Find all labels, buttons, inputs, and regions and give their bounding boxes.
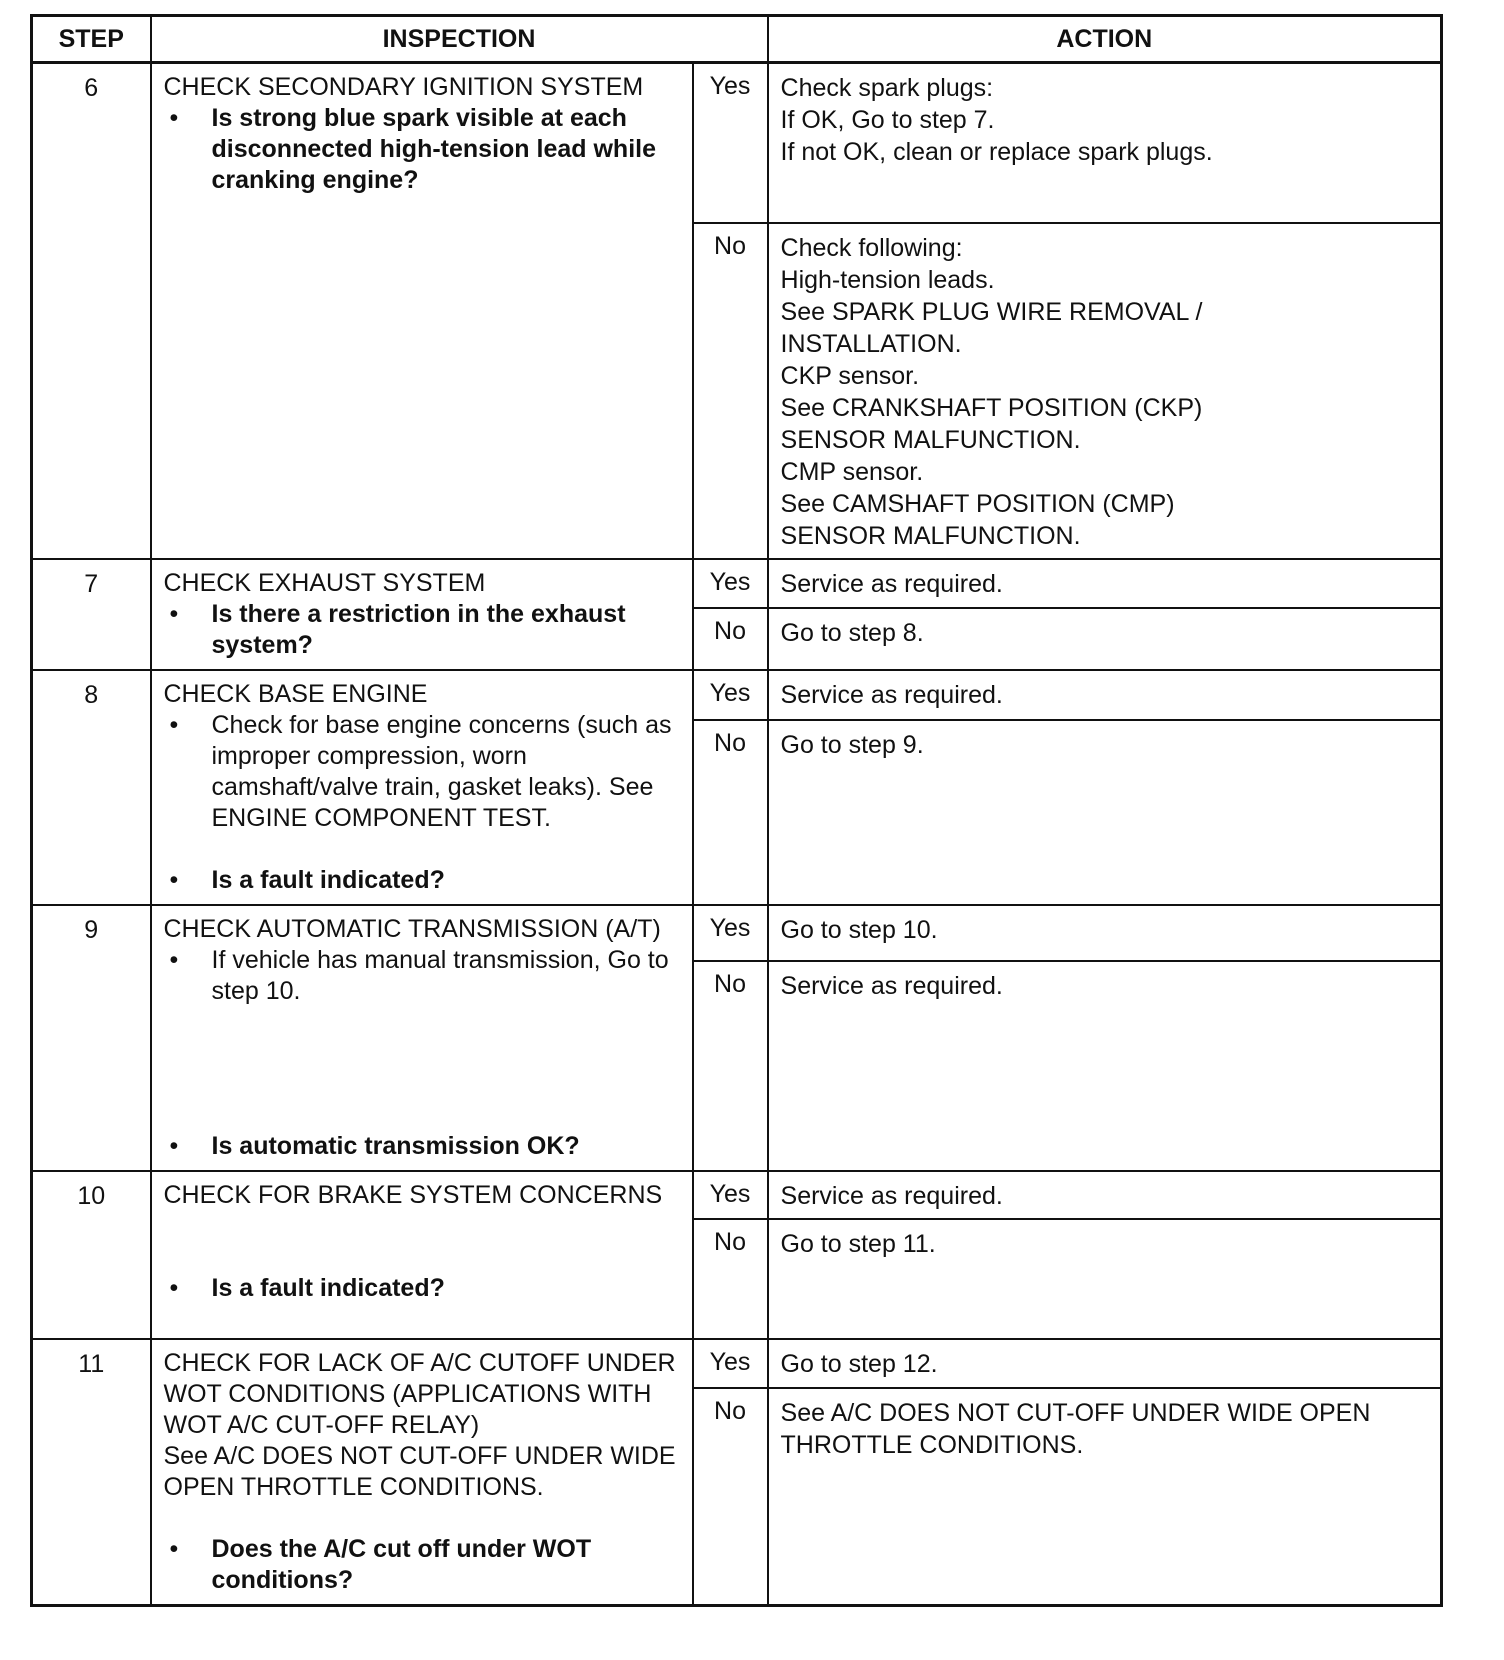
no-action: Service as required. xyxy=(768,961,1442,1171)
no-label: No xyxy=(693,1388,768,1605)
header-step: STEP xyxy=(32,16,151,63)
no-label: No xyxy=(693,1219,768,1339)
inspection-instruction: Check for base engine concerns (such as improper compression, worn camshaft/valve train, gasket leaks). See ENGINE COMPONENT TEST. xyxy=(211,711,672,832)
yes-action xyxy=(768,63,1442,224)
bullet-icon: • xyxy=(169,104,179,132)
no-label: No xyxy=(693,720,768,905)
inspection-cell xyxy=(151,670,693,905)
diagnostic-table xyxy=(30,14,1443,1607)
step-number: 11 xyxy=(32,1339,151,1606)
no-label: No xyxy=(693,223,768,559)
instruction-bullet xyxy=(164,945,682,1007)
action-line: See CAMSHAFT POSITION (CMP) xyxy=(780,490,1175,518)
yes-label: Yes xyxy=(693,1171,768,1219)
inspection-cell xyxy=(151,1339,693,1606)
no-action: Go to step 8. xyxy=(768,608,1442,670)
bullet-icon: • xyxy=(169,600,179,628)
action-line: CKP sensor. xyxy=(780,362,920,390)
step-number: 6 xyxy=(32,63,151,560)
bullet-icon: • xyxy=(169,946,179,974)
action-line: CMP sensor. xyxy=(780,458,924,486)
spacer xyxy=(164,1503,682,1534)
no-action: See A/C DOES NOT CUT-OFF UNDER WIDE OPEN THROTTLE CONDITIONS. xyxy=(768,1388,1442,1605)
question-bullet xyxy=(164,1273,682,1304)
yes-label: Yes xyxy=(693,559,768,608)
action-line: Check spark plugs: xyxy=(780,74,994,102)
spacer xyxy=(164,1211,682,1273)
action-line: See SPARK PLUG WIRE REMOVAL / xyxy=(780,298,1203,326)
yes-label: Yes xyxy=(693,670,768,720)
inspection-instruction: If vehicle has manual transmission, Go to step 10. xyxy=(211,946,669,1005)
inspection-cell xyxy=(151,905,693,1171)
question-bullet xyxy=(164,1534,682,1596)
yes-label: Yes xyxy=(693,1339,768,1388)
action-line: If OK, Go to step 7. xyxy=(780,106,995,134)
yes-action: Service as required. xyxy=(768,670,1442,720)
yes-label: Yes xyxy=(693,63,768,224)
step-number: 9 xyxy=(32,905,151,1171)
bullet-icon: • xyxy=(169,1132,179,1160)
action-line: SENSOR MALFUNCTION. xyxy=(780,522,1081,550)
step-number: 8 xyxy=(32,670,151,905)
inspection-see-reference: See A/C DOES NOT CUT-OFF UNDER WIDE OPEN THROTTLE CONDITIONS. xyxy=(163,1442,676,1501)
inspection-title: CHECK AUTOMATIC TRANSMISSION (A/T) xyxy=(163,915,661,943)
bullet-icon: • xyxy=(169,1274,179,1302)
question-bullet xyxy=(164,1131,682,1162)
no-label: No xyxy=(693,961,768,1171)
inspection-title: CHECK SECONDARY IGNITION SYSTEM xyxy=(163,73,644,101)
spacer xyxy=(164,1007,682,1131)
header-action: ACTION xyxy=(768,16,1442,63)
question-bullet xyxy=(164,599,682,661)
inspection-title: CHECK EXHAUST SYSTEM xyxy=(163,569,486,597)
bullet-icon: • xyxy=(169,711,179,739)
header-row xyxy=(32,16,1442,63)
step-11-yes-row xyxy=(32,1339,1442,1388)
yes-action: Go to step 12. xyxy=(768,1339,1442,1388)
step-9-yes-row xyxy=(32,905,1442,961)
no-action: Go to step 11. xyxy=(768,1219,1442,1339)
step-7-yes-row xyxy=(32,559,1442,608)
action-line: See CRANKSHAFT POSITION (CKP) xyxy=(780,394,1203,422)
inspection-question: Is a fault indicated? xyxy=(211,866,445,894)
yes-action: Go to step 10. xyxy=(768,905,1442,961)
question-bullet xyxy=(164,103,682,196)
inspection-question: Is strong blue spark visible at each disconnected high-tension lead while cranking engine? xyxy=(211,104,656,194)
bullet-icon: • xyxy=(169,866,179,894)
inspection-question: Is automatic transmission OK? xyxy=(211,1132,580,1160)
step-number: 10 xyxy=(32,1171,151,1339)
inspection-cell xyxy=(151,559,693,670)
question-bullet xyxy=(164,865,682,896)
inspection-title: CHECK BASE ENGINE xyxy=(163,680,428,708)
yes-action: Service as required. xyxy=(768,559,1442,608)
action-line: SENSOR MALFUNCTION. xyxy=(780,426,1081,454)
inspection-question: Does the A/C cut off under WOT conditions? xyxy=(211,1535,592,1594)
spacer xyxy=(164,834,682,865)
no-action: Go to step 9. xyxy=(768,720,1442,905)
inspection-cell xyxy=(151,1171,693,1339)
action-line: Check following: xyxy=(780,234,963,262)
header-inspection: INSPECTION xyxy=(151,16,768,63)
yes-label: Yes xyxy=(693,905,768,961)
inspection-cell xyxy=(151,63,693,560)
inspection-question: Is there a restriction in the exhaust system? xyxy=(211,600,626,659)
action-line: If not OK, clean or replace spark plugs. xyxy=(780,138,1213,166)
inspection-question: Is a fault indicated? xyxy=(211,1274,445,1302)
step-number: 7 xyxy=(32,559,151,670)
step-6-yes-row xyxy=(32,63,1442,224)
action-line: INSTALLATION. xyxy=(780,330,962,358)
inspection-title: CHECK FOR LACK OF A/C CUTOFF UNDER WOT CONDITIONS (APPLICATIONS WITH WOT A/C CUT-OFF RELAY) xyxy=(163,1349,676,1439)
no-action xyxy=(768,223,1442,559)
step-10-yes-row xyxy=(32,1171,1442,1219)
inspection-title: CHECK FOR BRAKE SYSTEM CONCERNS xyxy=(163,1181,663,1209)
no-label: No xyxy=(693,608,768,670)
action-line: High-tension leads. xyxy=(780,266,995,294)
bullet-icon: • xyxy=(169,1535,179,1563)
step-8-yes-row xyxy=(32,670,1442,720)
yes-action: Service as required. xyxy=(768,1171,1442,1219)
instruction-bullet xyxy=(164,710,682,834)
